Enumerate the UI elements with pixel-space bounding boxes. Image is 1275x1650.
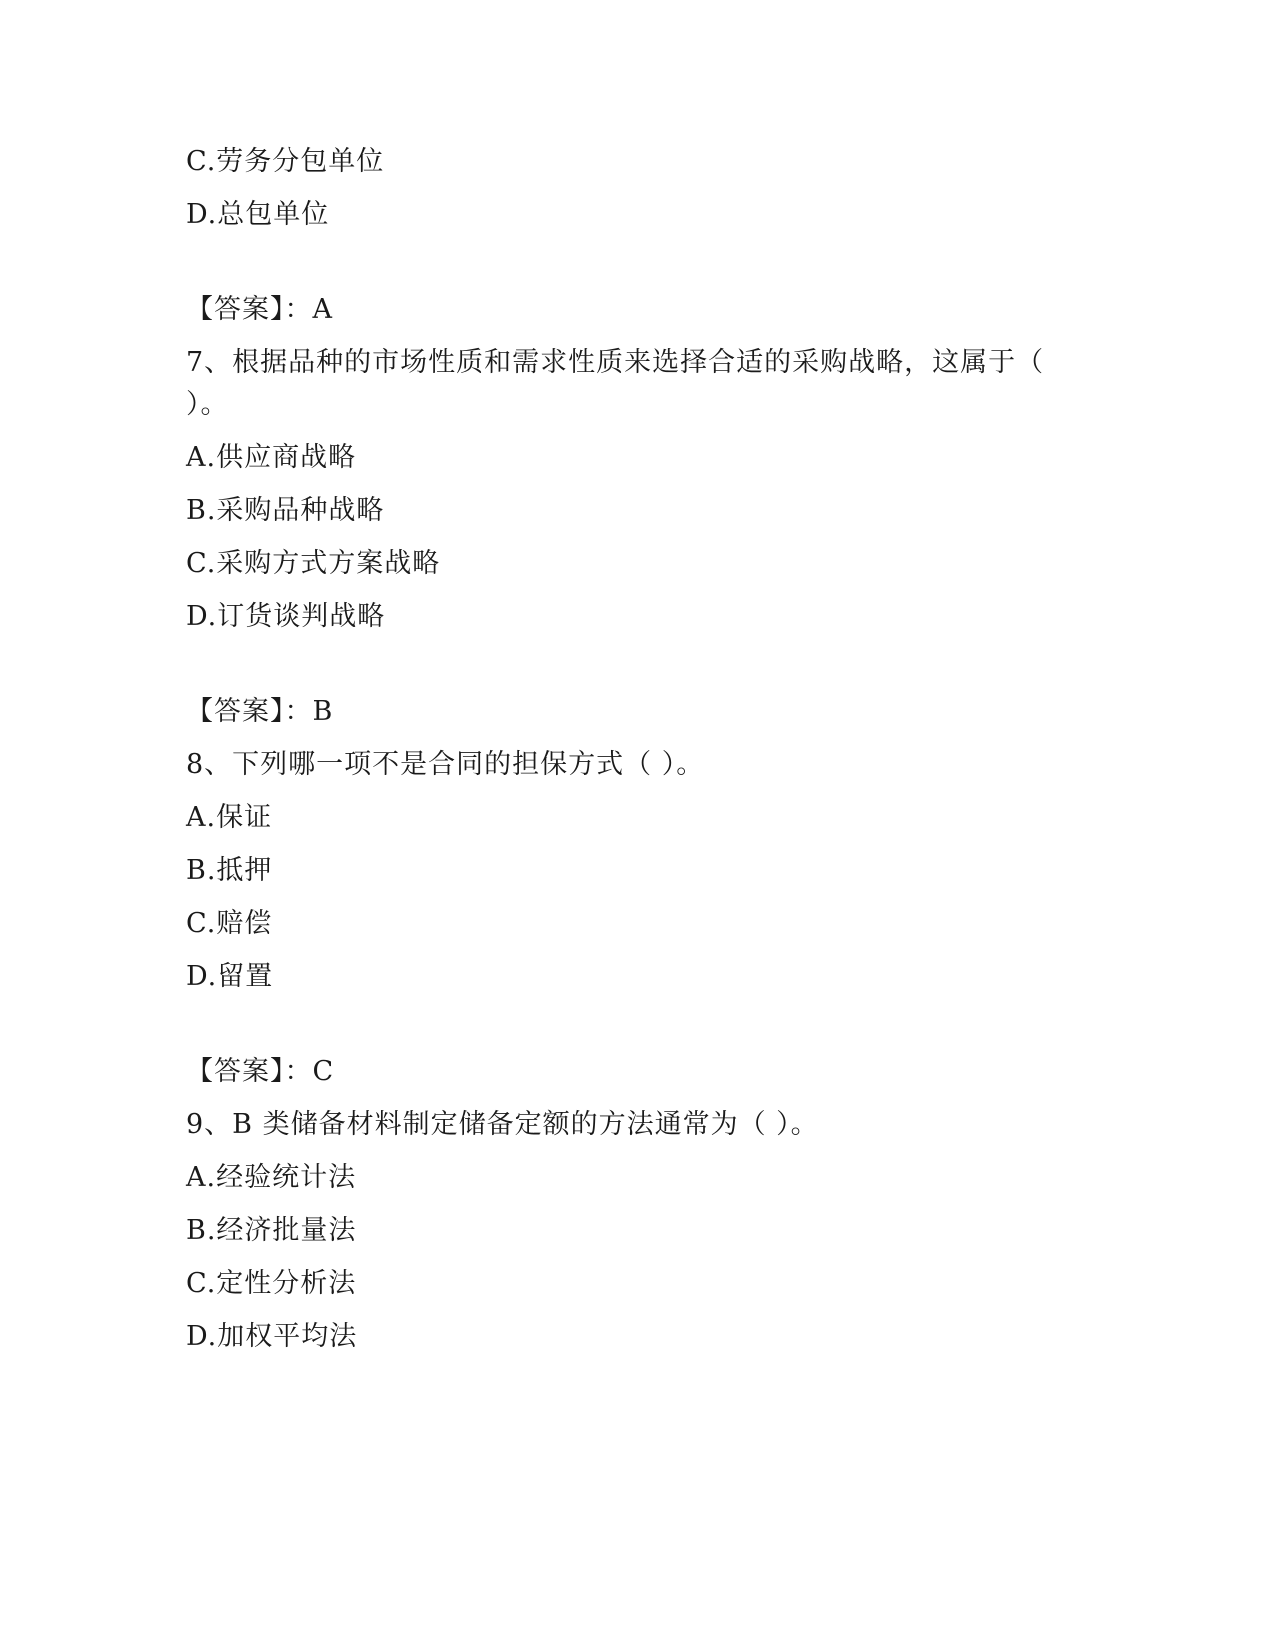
question-8-option-c: C.赔偿 [186, 908, 273, 939]
option-c-prev: C.劳务分包单位 [186, 146, 385, 177]
question-7-stem-cont: ）。 [186, 389, 229, 420]
question-7-option-a: A.供应商战略 [186, 442, 357, 473]
question-7-option-d: D.订货谈判战略 [186, 601, 386, 632]
question-9-option-a: A.经验统计法 [186, 1162, 357, 1193]
question-7-option-c: C.采购方式方案战略 [186, 548, 441, 579]
question-9-option-c: C.定性分析法 [186, 1268, 357, 1299]
question-8-answer: 【答案】：C [186, 1056, 335, 1087]
question-7-answer: 【答案】：B [186, 696, 334, 727]
question-9-option-d: D.加权平均法 [186, 1321, 358, 1352]
question-7-stem: 7、根据品种的市场性质和需求性质来选择合适的采购战略，这属于（ [186, 347, 1045, 378]
question-8-option-b: B.抵押 [186, 855, 273, 886]
option-d-prev: D.总包单位 [186, 199, 330, 230]
question-8-option-a: A.保证 [186, 802, 273, 833]
question-7-option-b: B.采购品种战略 [186, 495, 385, 526]
question-8-option-d: D.留置 [186, 961, 274, 992]
answer-prev: 【答案】：A [186, 294, 333, 325]
question-9-option-b: B.经济批量法 [186, 1215, 357, 1246]
question-8-stem: 8、下列哪一项不是合同的担保方式（ ）。 [186, 749, 705, 780]
question-9-stem: 9、B 类储备材料制定储备定额的方法通常为（ ）。 [186, 1109, 819, 1140]
